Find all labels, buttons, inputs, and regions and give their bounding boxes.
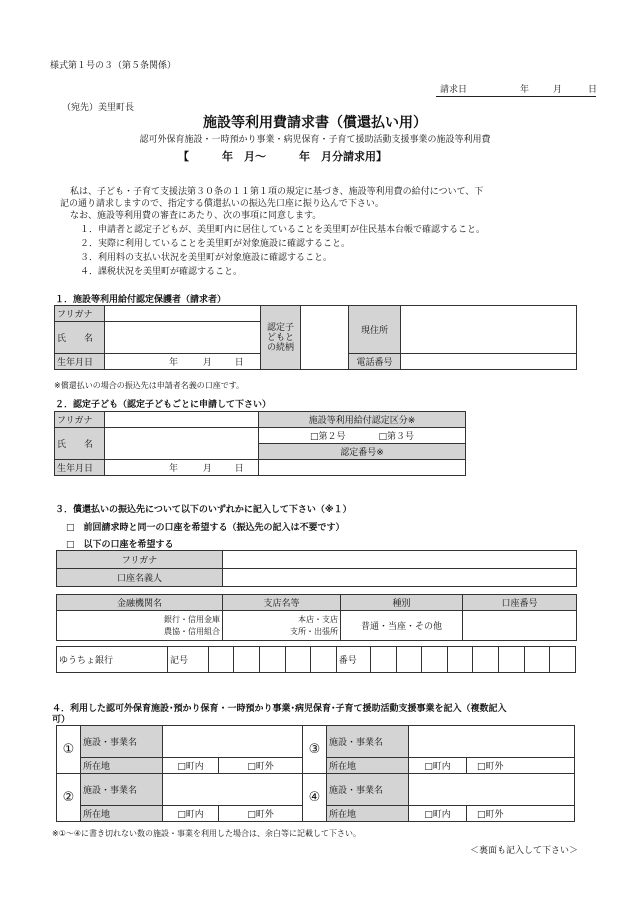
- bank-holder-table: [56, 550, 577, 587]
- child-birth-day-unit: 日: [234, 464, 244, 474]
- claim-period: 【 年 月～ 年 月分請求用】: [178, 150, 387, 163]
- request-year-label: 年: [520, 85, 530, 95]
- facility-3-location-label: 所在地: [327, 758, 409, 774]
- facility-2-location-label: 所在地: [81, 806, 163, 822]
- cert-number-field[interactable]: [259, 460, 466, 476]
- child-furigana-field[interactable]: [105, 412, 259, 428]
- same-account-label: 前回請求時と同一の口座を希望する（振込先の記入は不要です）: [83, 523, 345, 533]
- addressee: （宛先）美里町長: [62, 103, 135, 113]
- branch-label: 支店名等: [223, 595, 341, 611]
- kigo-label: 記号: [168, 647, 209, 673]
- guardian-furigana-label: フリガナ: [55, 306, 105, 322]
- facility-table: [56, 725, 575, 822]
- facility-number-1: ①: [57, 726, 81, 774]
- facility-4-name-label: 施設・事業名: [327, 774, 409, 806]
- child-category-label: 施設等利用給付認定区分※: [259, 412, 466, 428]
- same-account-option[interactable]: □ 前回請求時と同一の口座を希望する（振込先の記入は不要です）: [66, 523, 345, 533]
- branch-type-line-1: 本店・支店: [298, 614, 338, 624]
- child-table: [54, 411, 466, 476]
- kigo-digit[interactable]: [259, 647, 285, 673]
- guardian-phone-field[interactable]: [401, 354, 577, 370]
- facility-1-inside-checkbox[interactable]: □町内: [163, 758, 219, 774]
- facility-4-outside-checkbox[interactable]: □町外: [467, 806, 575, 822]
- consent-item-4: ４．課税状況を美里町が確認すること。: [80, 267, 243, 277]
- facility-number-4: ④: [303, 774, 327, 822]
- child-birth-month-unit: 月: [202, 464, 212, 474]
- facility-number-2: ②: [57, 774, 81, 822]
- form-number: 様式第１号の３（第５条関係）: [50, 61, 177, 71]
- intro-line-2: 記の通り請求しますので、指定する償還払いの振込先口座に振り込んで下さい。: [60, 199, 384, 209]
- bango-digit[interactable]: [447, 647, 473, 673]
- facility-4-inside-checkbox[interactable]: □町内: [409, 806, 467, 822]
- bango-digit[interactable]: [550, 647, 576, 673]
- branch-type-line-2: 支所・出張所: [290, 626, 338, 636]
- date-underline: [436, 96, 596, 97]
- yucho-table: [56, 646, 576, 673]
- section4-note: ※①～④に書き切れない数の施設・事業を利用した場合は、余白等に記載して下さい。: [52, 829, 362, 838]
- category-3-checkbox[interactable]: □第３号: [378, 432, 414, 442]
- account-type-label: 種別: [341, 595, 463, 611]
- facility-number-3: ③: [303, 726, 327, 774]
- cert-number-label: 認定番号※: [259, 444, 466, 460]
- facility-4-name-field[interactable]: [409, 774, 575, 806]
- section2-heading: ２．認定子ども（認定子どもごとに申請して下さい）: [55, 400, 272, 410]
- new-account-label: 以下の口座を希望する: [83, 540, 174, 550]
- kigo-digit[interactable]: [285, 647, 311, 673]
- facility-3-name-label: 施設・事業名: [327, 726, 409, 758]
- subtitle: 認可外保育施設・一時預かり事業・病児保育・子育て援助活動支援事業の施設等利用費: [139, 135, 491, 145]
- section1-note: ※償還払いの場合の振込先は申請者名義の口座です。: [54, 381, 245, 390]
- facility-1-name-label: 施設・事業名: [81, 726, 163, 758]
- bango-digit[interactable]: [422, 647, 448, 673]
- consent-item-1: １．申請者と認定子どもが、美里町内に居住していることを美里町が住民基本台帳で確認すること。: [80, 225, 486, 235]
- account-type-field[interactable]: 普通・当座・その他: [341, 611, 463, 641]
- guardian-name-label: 氏 名: [55, 322, 105, 354]
- bango-digit[interactable]: [396, 647, 422, 673]
- guardian-table: [54, 305, 577, 370]
- facility-3-outside-checkbox[interactable]: □町外: [467, 758, 575, 774]
- bango-digit[interactable]: [524, 647, 550, 673]
- intro-line-1: 私は、子ども・子育て支援法第３０条の１１第１項の規定に基づき、施設等利用費の給付について、下: [70, 187, 484, 197]
- kigo-digit[interactable]: [311, 647, 337, 673]
- kigo-digit[interactable]: [208, 647, 234, 673]
- new-account-option[interactable]: □ 以下の口座を希望する: [66, 540, 174, 550]
- section3-heading: ３．償還払いの振込先について以下のいずれかに記入して下さい（※１）: [55, 505, 352, 515]
- bank-type-line-1: 銀行・信用金庫: [164, 614, 220, 624]
- facility-2-name-label: 施設・事業名: [81, 774, 163, 806]
- request-month-label: 月: [553, 85, 563, 95]
- branch-field[interactable]: [223, 611, 341, 641]
- yucho-label: ゆうちょ銀行: [57, 647, 168, 673]
- child-birth-year-unit: 年: [169, 464, 179, 474]
- bank-furigana-field[interactable]: [223, 551, 577, 569]
- bango-digit[interactable]: [473, 647, 499, 673]
- facility-2-inside-checkbox[interactable]: □町内: [163, 806, 219, 822]
- guardian-birth-month-unit: 月: [202, 358, 212, 368]
- facility-1-location-label: 所在地: [81, 758, 163, 774]
- bank-info-table: [56, 594, 577, 641]
- guardian-birth-day-unit: 日: [234, 358, 244, 368]
- guardian-furigana-field[interactable]: [105, 306, 261, 322]
- guardian-birth-year-unit: 年: [169, 358, 179, 368]
- bango-digit[interactable]: [499, 647, 525, 673]
- bank-type-line-2: 農協・信用組合: [164, 626, 220, 636]
- bango-digit[interactable]: [370, 647, 396, 673]
- facility-2-outside-checkbox[interactable]: □町外: [219, 806, 303, 822]
- intro-line-3: なお、施設等利用費の審査にあたり、次の事項に同意します。: [70, 211, 322, 221]
- request-date-label: 請求日: [440, 85, 468, 95]
- child-furigana-label: フリガナ: [55, 412, 105, 428]
- guardian-name-field[interactable]: [105, 322, 261, 354]
- bank-name-label: 金融機関名: [57, 595, 223, 611]
- child-name-field[interactable]: [105, 428, 259, 460]
- account-holder-field[interactable]: [223, 569, 577, 587]
- request-day-label: 日: [588, 85, 598, 95]
- category-2-checkbox[interactable]: □第２号: [310, 432, 346, 442]
- facility-1-outside-checkbox[interactable]: □町外: [219, 758, 303, 774]
- bank-furigana-label: フリガナ: [57, 551, 223, 569]
- guardian-relation-label: 認定子どもとの続柄: [261, 306, 301, 370]
- guardian-address-label: 現住所: [349, 306, 401, 354]
- child-birth-label: 生年月日: [55, 460, 105, 476]
- facility-4-location-label: 所在地: [327, 806, 409, 822]
- child-category-options: [259, 428, 466, 444]
- bank-name-field[interactable]: [57, 611, 223, 641]
- footer-note: ＜裏面も記入して下さい＞: [470, 846, 579, 856]
- bango-label: 番号: [336, 647, 370, 673]
- facility-3-name-field[interactable]: [409, 726, 575, 758]
- section4-heading-line-1: ４．利用した認可外保育施設･預かり保育・一時預かり事業･病児保育･子育て援助活動支援事業を記入（複数記入: [52, 704, 507, 714]
- guardian-birth-field[interactable]: [105, 354, 261, 370]
- consent-item-2: ２．実際に利用していることを美里町が対象施設に確認すること。: [80, 239, 351, 249]
- facility-1-name-field[interactable]: [163, 726, 303, 758]
- facility-2-name-field[interactable]: [163, 774, 303, 806]
- account-number-label: 口座番号: [463, 595, 577, 611]
- guardian-address-field[interactable]: [401, 306, 577, 354]
- child-name-label: 氏 名: [55, 428, 105, 460]
- child-birth-field[interactable]: [105, 460, 259, 476]
- account-holder-label: 口座名義人: [57, 569, 223, 587]
- facility-3-inside-checkbox[interactable]: □町内: [409, 758, 467, 774]
- consent-item-3: ３．利用料の支払い状況を美里町が対象施設に確認すること。: [80, 253, 333, 263]
- account-number-field[interactable]: [463, 611, 577, 641]
- page-title: 施設等利用費請求書（償還払い用）: [203, 115, 427, 131]
- guardian-birth-label: 生年月日: [55, 354, 105, 370]
- guardian-relation-field[interactable]: [301, 306, 349, 370]
- guardian-phone-label: 電話番号: [349, 354, 401, 370]
- section1-heading: １．施設等利用給付認定保護者（請求者）: [55, 295, 227, 305]
- section4-heading-line-2: 可）: [52, 715, 71, 725]
- kigo-digit[interactable]: [234, 647, 260, 673]
